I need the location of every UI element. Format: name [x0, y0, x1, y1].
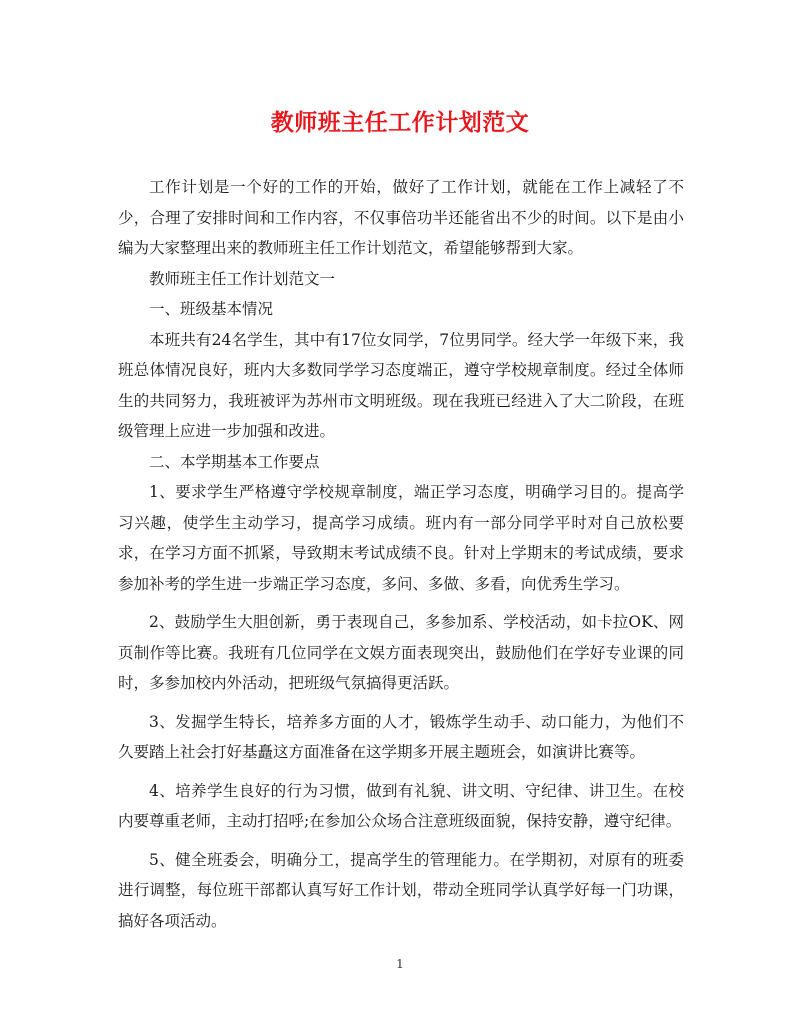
work-point-3: 3、发掘学生特长，培养多方面的人才，锻炼学生动手、动口能力，为他们不久要踏上社会打好基矗这方面准备在这学期多开展主题班会，如演讲比赛等。 [118, 712, 684, 761]
work-point-1: 1、要求学生严格遵守学校规章制度，端正学习态度，明确学习目的。提高学习兴趣，使学生主动学习，提高学习成绩。班内有一部分同学平时对自己放松要求，在学习方面不抓紧，导致期末考试成绩不良。针对上学期末的考试成绩，要求参加补考的学生进一步端正学习态度，多问、多做、多看，向优秀生学习。 [118, 483, 684, 593]
document-title: 教师班主任工作计划范文 [270, 109, 530, 136]
work-point-4: 4、培养学生良好的行为习惯，做到有礼貌、讲文明、守纪律、讲卫生。在校内要尊重老师，主动打招呼;在参加公众场合注意班级面貌，保持安静，遵守纪律。 [118, 781, 684, 830]
section-heading-plan-one: 教师班主任工作计划范文一 [149, 269, 336, 288]
document-body [118, 172, 684, 936]
work-point-5: 5、健全班委会，明确分工，提高学生的管理能力。在学期初，对原有的班委进行调整，每位班干部都认真写好工作计划，带动全班同学认真学好每一门功课，搞好各项活动。 [118, 850, 684, 930]
intro-paragraph: 工作计划是一个好的工作的开始，做好了工作计划，就能在工作上减轻了不少，合理了安排时间和工作内容，不仅事倍功半还能省出不少的时间。以下是由小编为大家整理出来的教师班主任工作计划范文，希望能够帮到大家。 [118, 178, 684, 257]
section-heading-work-points: 二、本学期基本工作要点 [149, 452, 320, 471]
page-number: 1 [396, 957, 404, 971]
section-heading-class-situation: 一、班级基本情况 [149, 300, 274, 318]
work-point-2: 2、鼓励学生大胆创新，勇于表现自己，多参加系、学校活动，如卡拉OK、网页制作等比赛。我班有几位同学在文娱方面表现突出，鼓励他们在学好专业课的同时，多参加校内外活动，把班级气氛搞得更活跃。 [118, 613, 684, 692]
class-situation-paragraph: 本班共有24名学生，其中有17位女同学，7位男同学。经大学一年级下来，我班总体情况良好，班内大多数同学学习态度端正，遵守学校规章制度。经过全体师生的共同努力，我班被评为苏州市文明班级。现在我班已经进入了大二阶段，在班级管理上应进一步加强和改进。 [118, 330, 684, 440]
